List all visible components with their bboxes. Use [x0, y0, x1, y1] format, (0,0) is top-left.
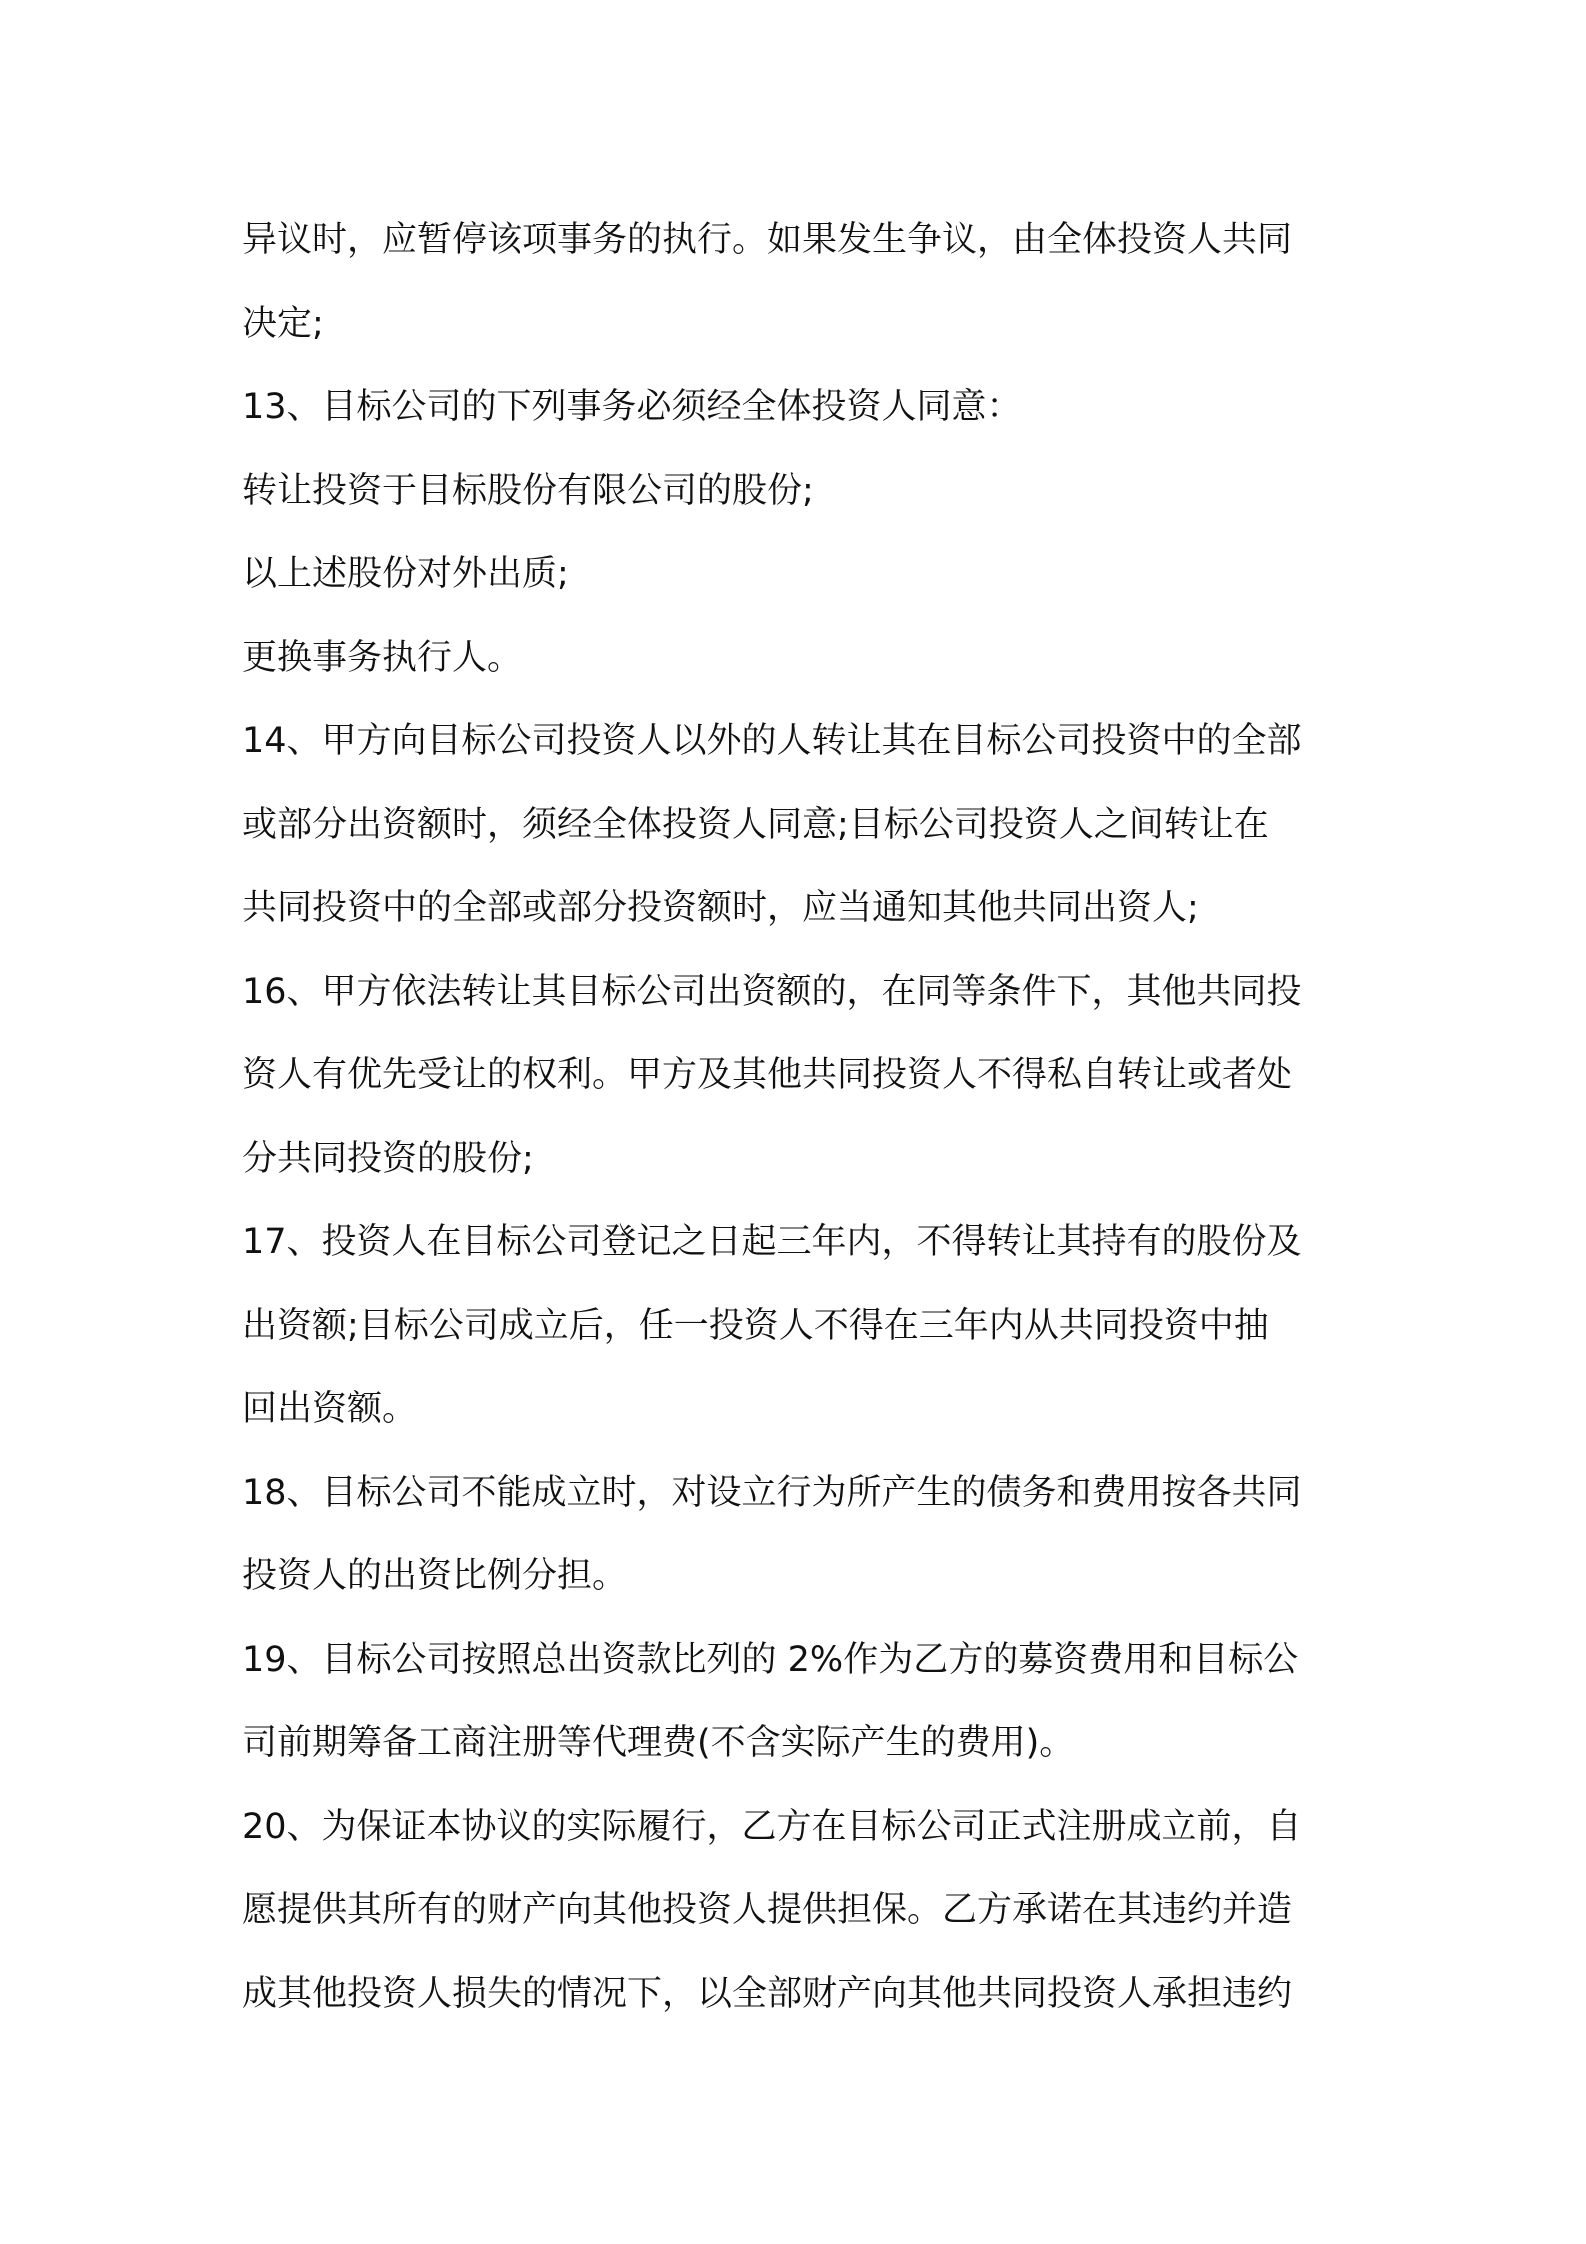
text-line: 共同投资中的全部或部分投资额时，应当通知其他共同出资人; [242, 888, 1199, 928]
clause-17: 17、投资人在目标公司登记之日起三年内，不得转让其持有的股份及 [242, 1222, 1302, 1262]
clause-14: 14、甲方向目标公司投资人以外的人转让其在目标公司投资中的全部 [242, 721, 1302, 761]
clause-16: 16、甲方依法转让其目标公司出资额的，在同等条件下，其他共同投 [242, 971, 1302, 1012]
text-line: 决定; [242, 303, 324, 344]
text-line: 以上述股份对外出质; [242, 554, 569, 594]
text-line: 转让投资于目标股份有限公司的股份; [242, 470, 814, 511]
text-line: 回出资额。 [242, 1389, 418, 1429]
text-line: 愿提供其所有的财产向其他投资人提供担保。乙方承诺在其违约并造 [242, 1890, 1293, 1930]
text-line: 出资额;目标公司成立后，任一投资人不得在三年内从共同投资中抽 [242, 1305, 1269, 1346]
agreement-text [242, 199, 1362, 2036]
text-line: 更换事务执行人。 [242, 637, 523, 678]
clause-13-heading: 13、目标公司的下列事务必须经全体投资人同意： [242, 387, 1022, 427]
text-line: 异议时，应暂停该项事务的执行。如果发生争议，由全体投资人共同 [242, 220, 1293, 260]
text-line: 成其他投资人损失的情况下，以全部财产向其他共同投资人承担违约 [242, 1973, 1293, 2014]
text-line: 分共同投资的股份; [242, 1138, 534, 1179]
text-line: 资人有优先受让的权利。甲方及其他共同投资人不得私自转让或者处 [242, 1055, 1293, 1095]
clause-20: 20、为保证本协议的实际履行，乙方在目标公司正式注册成立前，自 [242, 1806, 1302, 1847]
text-line: 投资人的出资比例分担。 [242, 1556, 628, 1596]
text-line: 或部分出资额时，须经全体投资人同意;目标公司投资人之间转让在 [242, 804, 1269, 845]
clause-18: 18、目标公司不能成立时，对设立行为所产生的债务和费用按各共同 [242, 1472, 1302, 1513]
clause-19: 19、目标公司按照总出资款比列的 2%作为乙方的募资费用和目标公 [242, 1639, 1299, 1680]
text-line: 司前期筹备工商注册等代理费(不含实际产生的费用)。 [242, 1723, 1075, 1763]
